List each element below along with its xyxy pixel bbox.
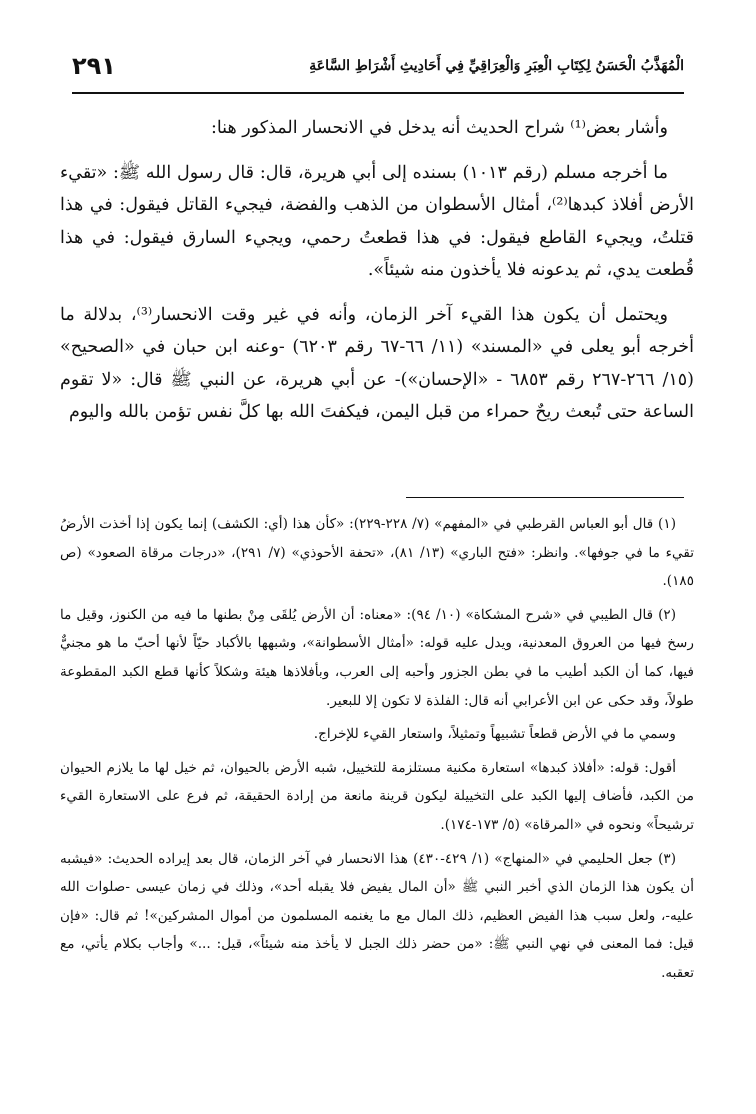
footnote: (١) قال أبو العباس القرطبي في «المفهم» (٧/ ٢٢٨-٢٢٩): «كأن هذا (أي: الكشف) إنما يكون إذا أخذت الأرضُ تقيء ما في جوفها». وانظر: «فتح الباري» (١٣/ ٨١)، «تحفة الأحوذي» (٧/ ٢٩١)، «درجات مرقاة الصعود» (ص ١٨٥). [60, 516, 694, 590]
footnote: أقول: قوله: «أفلاذ كبدها» استعارة مكنية مستلزمة للتخييل، شبه الأرض بالحيوان، ثم خيل لها ما يلازم الحيوان من الكبد، فأضاف إليها الكبد على التخييلة ليكون قرينة مانعة من إرادة الحقيقة، ثم فرع على الاستعارة القيء ترشيحاً» ونحوه في «المرقاة» (٥/ ١٧٣-١٧٤). [60, 759, 694, 833]
footnote-separator [406, 497, 684, 498]
footnotes [60, 510, 694, 1106]
main-text [60, 112, 694, 492]
footnote: (٣) جعل الحليمي في «المنهاج» (١/ ٤٢٩-٤٣٠) هذا الانحسار في آخر الزمان، قال بعد إيراده الحديث: «فيشبه أن يكون هذا الزمان الذي أخبر النبي ﷺ «أن المال يفيض فلا يقبله أحد»، وذلك في زمان عيسى -صلوات الله عليه-، ولعل سبب هذا الفيض العظيم، ذلك المال مع ما يغنمه المسلمون من أموال المشركين»! ثم قال: «فإن قيل: فما المعنى في نهي النبي ﷺ: «من حضر ذلك الجبل لا يأخذ منه شيئاً»، قيل: ...» وأجاب بكلام يأتي، مع تعقبه. [60, 850, 694, 981]
page-header [72, 50, 684, 94]
footnote: (٢) قال الطيبي في «شرح المشكاة» (١٠/ ٩٤): «معناه: أن الأرض يُلقَى مِنْ بطنها ما فيه من الكنوز، وقيل ما رسخ فيها من العروق المعدنية، ويدل عليه قوله: «أمثال الأسطوانة»، وشبهها بالأكباد حيّاً لأنها أحبّ ما هو مجنيٌّ فيها، كما أن الكبد أطيب ما في بطن الجزور وأحبه إلى العرب، وبأفلاذها هيئة وشكلاً كأنها قطع الكبد المقطوعة طولاً، وقد حكى عن ابن الأعرابي أنه قال: الفلذة لا تكون إلا للبعير. [60, 606, 694, 709]
main-paragraph: ويحتمل أن يكون هذا القيء آخر الزمان، وأنه في غير وقت الانحسار⁽³⁾، بدلالة ما أخرجه أبو يعلى في «المسند» (١١/ ٦٦-٦٧ رقم ٦٢٠٣) -وعنه ابن حبان في «الصحيح» (١٥/ ٢٦٦-٢٦٧ رقم ٦٨٥٣ - «الإحسان»)- عن أبي هريرة، عن النبي ﷺ قال: «لا تقوم الساعة حتى تُبعث ريحٌ حمراء من قبل اليمن، فيكفتَ الله بها كلَّ نفس تؤمن بالله واليوم [60, 304, 694, 422]
running-title: الْمُهَذَّبُ الْحَسَنُ لِكِتَابِ الْعِبَرِ وَالْعِرَاقِيِّ فِي أَحَادِيثِ أَشْرَاطِ السَّاعَةِ [309, 58, 684, 74]
page-number: ٢٩١ [72, 52, 116, 80]
main-paragraph: ما أخرجه مسلم (رقم ١٠١٣) بسنده إلى أبي هريرة، قال: قال رسول الله ﷺ: «تقيء الأرض أفلاذ كبدها⁽²⁾، أمثال الأسطوان من الذهب والفضة، فيجيء القاتل فيقول: في هذا قتلتُ، ويجيء القاطع فيقول: في هذا قطعتُ رحمي، ويجيء السارق فيقول: في هذا قُطعت يدي، ثم يدعونه فلا يأخذون منه شيئاً». [60, 162, 694, 280]
main-paragraph: وأشار بعض⁽¹⁾ شراح الحديث أنه يدخل في الانحسار المذكور هنا: [210, 118, 668, 138]
footnote: وسمي ما في الأرض قطعاً تشبيهاً وتمثيلاً، واستعار القيء للإخراج. [313, 726, 676, 743]
